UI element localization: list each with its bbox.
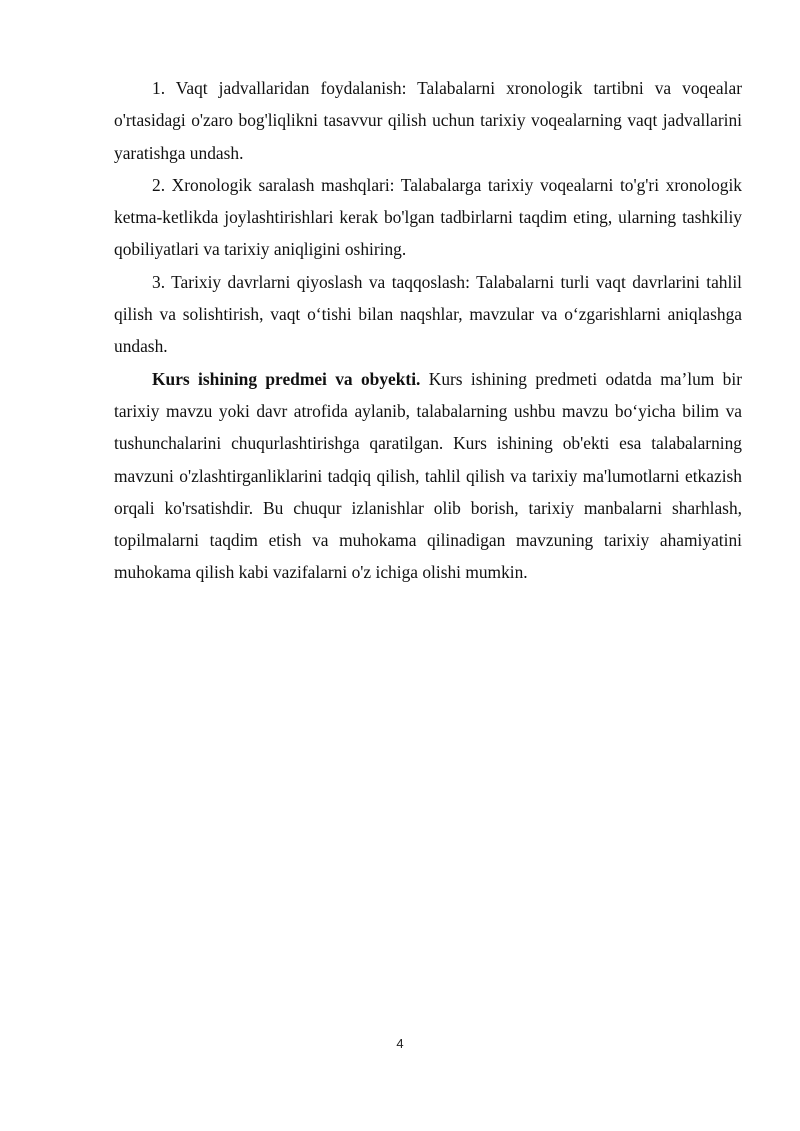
section-heading: Kurs ishining predmei va obyekti. [152, 368, 421, 389]
paragraph-chronological-sorting: 2. Xronologik saralash mashqlari: Talabalarga tarixiy voqealarni to'g'ri xronologik ketma-ketlikda joylashtirishlari kerak bo'lgan tadbirlarni taqdim eting, ularning tashkiliy qobiliyatlari va tarixiy aniqligini oshiring. [114, 174, 742, 260]
section-text: Kurs ishining predmeti odatda maʼlum bir tarixiy mavzu yoki davr atrofida aylanib, talabalarning ushbu mavzu bo‘yicha bilim va tushunchalarini chuqurlashtirishga qaratilgan. Kurs ishining ob'ekti esa talabalarning mavzuni o'zlashtirganliklarini tadqiq qilish, tahlil qilish va tarixiy ma'lumotlarni etkazish orqali ko'rsatishdir. Bu chuqur izlanishlar olib borish, tarixiy manbalarni sharhlash, topilmalarni taqdim etish va muhokama qilinadigan mavzuning tarixiy ahamiyatini muhokama qilish kabi vazifalarni o'z ichiga olishi mumkin. [114, 368, 742, 583]
paragraph-subject-object [114, 363, 742, 589]
document-body [114, 72, 742, 589]
page-number: 4 [396, 1036, 404, 1051]
paragraph-period-comparison: 3. Tarixiy davrlarni qiyoslash va taqqoslash: Talabalarni turli vaqt davrlarini tahlil qilish va solishtirish, vaqt o‘tishi bilan naqshlar, mavzular va o‘zgarishlarni aniqlashga undash. [114, 271, 742, 357]
paragraph-timelines: 1. Vaqt jadvallaridan foydalanish: Talabalarni xronologik tartibni va voqealar o'rtasidagi o'zaro bog'liqlikni tasavvur qilish uchun tarixiy voqealarning vaqt jadvallarini yaratishga undash. [114, 78, 742, 163]
